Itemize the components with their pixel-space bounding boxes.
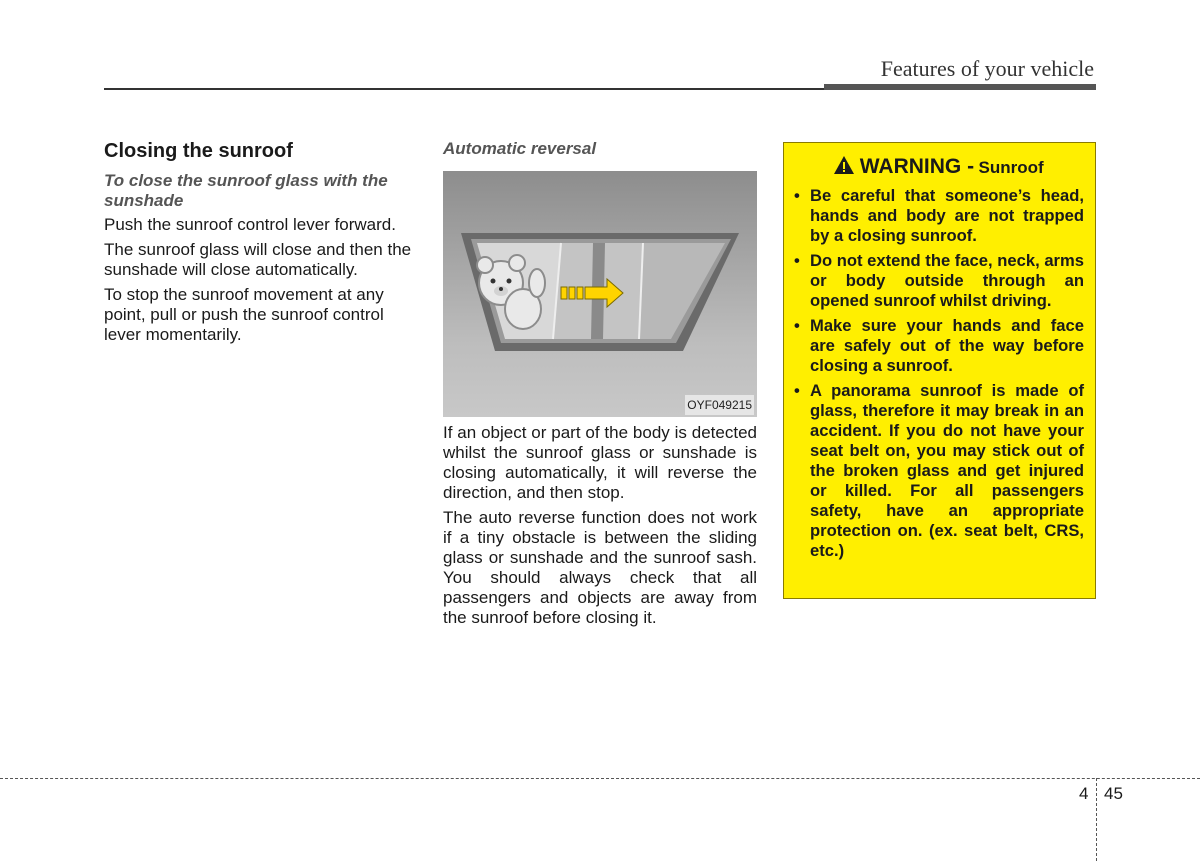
figure-code: OYF049215 <box>685 395 754 415</box>
section-title: Closing the sunroof <box>104 140 293 162</box>
list-item: • Do not extend the face, neck, arms or body outside through an opened sunroof whilst driving. <box>793 251 1084 311</box>
list-item: • Be careful that someone’s head, hands and body are not trapped by a closing sunroof. <box>793 186 1084 246</box>
footer-rule <box>0 778 1200 779</box>
subsection-title: Automatic reversal <box>443 139 597 158</box>
footer-divider <box>1096 778 1097 861</box>
warning-heading <box>793 155 1084 180</box>
list-item: • A panorama sunroof is made of glass, therefore it may break in an accident. If you do not have your seat belt on, you may stick out of the broken glass and get injured or killed. For all passengers safety, have an appropriate protection on. (ex. seat belt, CRS, etc.) <box>793 381 1084 561</box>
paragraph: To stop the sunroof movement at any point, pull or push the sunroof control lever momentarily. <box>104 285 384 344</box>
list-item: • Make sure your hands and face are safely out of the way before closing a sunroof. <box>793 316 1084 376</box>
warning-label: WARNING - <box>859 155 975 178</box>
warning-subject: Sunroof <box>978 158 1044 177</box>
page-number: 45 <box>1104 784 1123 803</box>
warning-box <box>783 142 1096 599</box>
column-middle <box>443 139 757 633</box>
chapter-number: 4 <box>1079 784 1089 803</box>
sunroof-illustration <box>443 171 757 417</box>
paragraph: The auto reverse function does not work if a tiny obstacle is between the sliding glass or sunshade and the sunroof sash. You should always check that all passengers and objects are away from the sunroof before closing it. <box>443 508 757 627</box>
paragraph: If an object or part of the body is detected whilst the sunroof glass or sunshade is closing automatically, it will reverse the direction, and then stop. <box>443 423 757 502</box>
paragraph: The sunroof glass will close and then the sunshade will close automatically. <box>104 240 412 279</box>
warning-list <box>793 186 1084 561</box>
running-header: Features of your vehicle <box>880 56 1094 81</box>
header-rule-accent <box>824 84 1096 90</box>
sunroof-drawing <box>443 171 757 417</box>
paragraph: Push the sunroof control lever forward. <box>104 215 396 234</box>
column-left <box>104 139 419 350</box>
subsection-title: To close the sunroof glass with the sunshade <box>104 171 388 210</box>
warning-triangle-icon <box>833 155 855 180</box>
